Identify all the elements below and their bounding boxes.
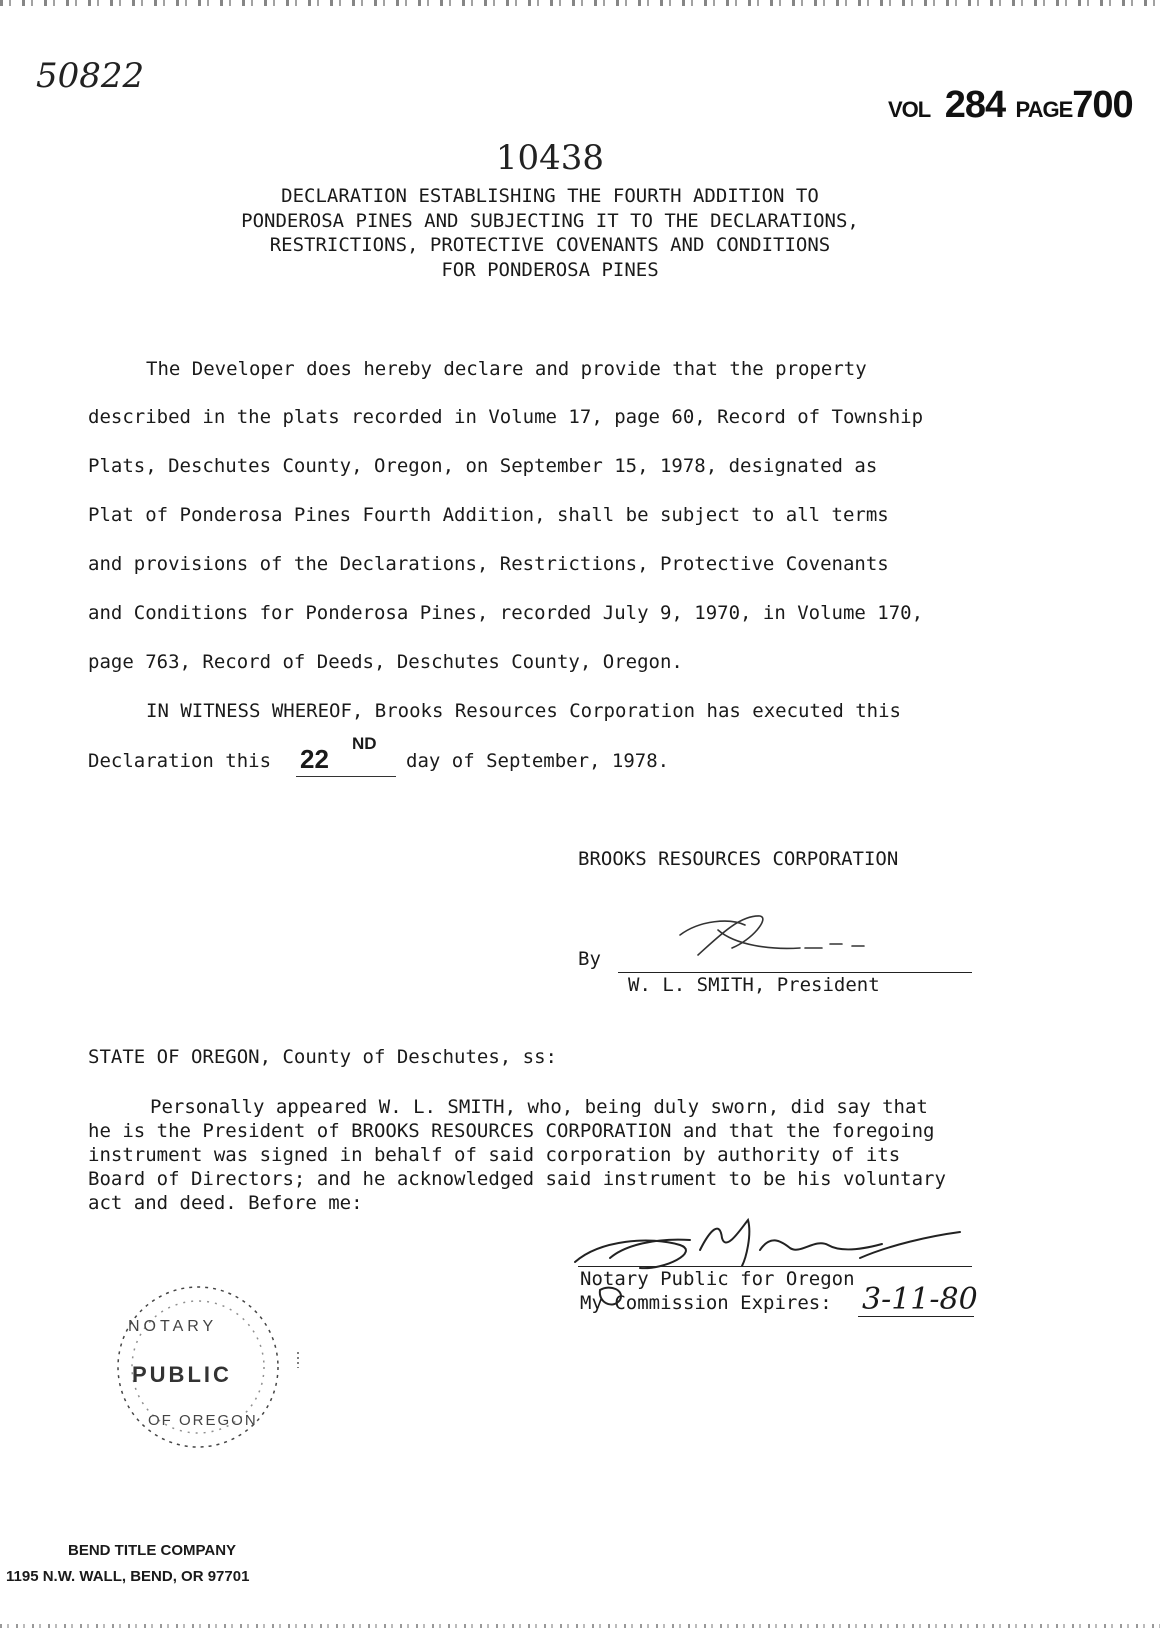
body-line: and provisions of the Declarations, Restrictions, Protective Covenants [88, 553, 889, 575]
document-number: 10438 [495, 138, 605, 178]
commission-expiration-handwritten: 3-11-80 [862, 1282, 978, 1317]
acknowledgment-line: he is the President of BROOKS RESOURCES CORPORATION and that the foregoing [88, 1120, 935, 1142]
title-line: DECLARATION ESTABLISHING THE FOURTH ADDITION TO [281, 185, 819, 207]
page-label: PAGE [1015, 97, 1073, 122]
body-line: page 763, Record of Deeds, Deschutes County, Oregon. [88, 651, 683, 673]
title-line: PONDEROSA PINES AND SUBJECTING IT TO THE DECLARATIONS, [241, 209, 859, 232]
by-label: By [578, 948, 601, 970]
acknowledgment-line: Personally appeared W. L. SMITH, who, being duly sworn, did say that [150, 1096, 928, 1118]
notary-title: Notary Public for Oregon [580, 1268, 855, 1290]
venue-line: STATE OF OREGON, County of Deschutes, ss: [88, 1046, 557, 1068]
body-line: described in the plats recorded in Volume 17, page 60, Record of Township [88, 406, 924, 428]
page-number: 700 [1072, 84, 1133, 126]
acknowledgment-line: instrument was signed in behalf of said corporation by authority of its [88, 1144, 901, 1166]
corporation-name: BROOKS RESOURCES CORPORATION [578, 848, 899, 870]
declaration-prefix: Declaration this [88, 750, 272, 772]
file-number-handwritten: 50822 [36, 56, 145, 96]
vol-number: 284 [944, 84, 1006, 126]
seal-top-text: NOTARY [128, 1318, 218, 1335]
notary-signature [575, 1220, 960, 1305]
day-suffix-handwritten: ND [352, 734, 377, 753]
scan-bottom-edge [0, 1624, 1160, 1628]
title-line: FOR PONDEROSA PINES [441, 258, 659, 281]
smith-signature [680, 916, 864, 955]
body-line: The Developer does hereby declare and provide that the property [146, 358, 867, 380]
body-line: Plats, Deschutes County, Oregon, on September 15, 1978, designated as [88, 455, 878, 477]
body-line: Plat of Ponderosa Pines Fourth Addition, shall be subject to all terms [88, 504, 889, 526]
body-line: IN WITNESS WHEREOF, Brooks Resources Corporation has executed this [146, 700, 901, 722]
body-line: and Conditions for Ponderosa Pines, recorded July 9, 1970, in Volume 170, [88, 602, 924, 624]
acknowledgment-line: Board of Directors; and he acknowledged said instrument to be his voluntary [88, 1168, 946, 1190]
signer-name: W. L. SMITH, President [628, 974, 880, 996]
footer-address: 1195 N.W. WALL, BEND, OR 97701 [6, 1568, 250, 1585]
acknowledgment-line: act and deed. Before me: [88, 1192, 363, 1214]
day-number-handwritten: 22 [300, 744, 329, 774]
seal-bottom-text: OF OREGON [148, 1412, 258, 1429]
declaration-suffix: day of September, 1978. [406, 750, 670, 772]
seal-middle-text: PUBLIC [132, 1362, 232, 1387]
commission-label: My Commission Expires: [580, 1292, 832, 1314]
title-line: RESTRICTIONS, PROTECTIVE COVENANTS AND CONDITIONS [269, 234, 831, 256]
vol-label: VOL [888, 97, 931, 122]
footer-company: BEND TITLE COMPANY [68, 1542, 237, 1559]
